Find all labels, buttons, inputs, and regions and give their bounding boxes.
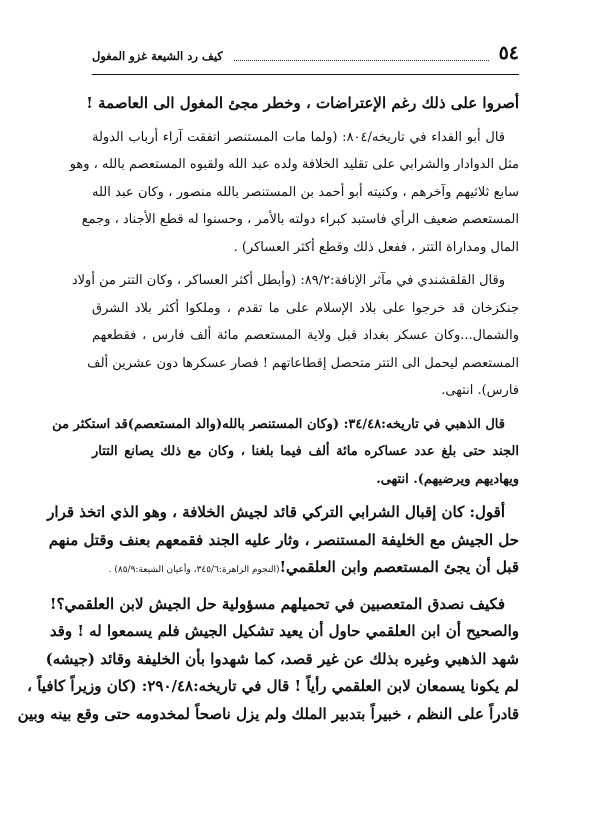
paragraph-dhahabi-quote [52,411,519,494]
text-line: قادراً على النظم ، خبيراً بتدبير الملك ولم يزل ناصحاً لمخدومه حتى وقع بينه وبين [17,704,519,723]
paragraph-conclusion [17,591,519,729]
paragraph-abulfida-quote [69,124,519,262]
paragraph-intro [86,90,519,118]
text-line: المستعصم ليحمل الى التتر متحصل إقطاعاتهم ! فصار عسكرها دون عشرين ألف [87,355,519,371]
text-line: قال الذهبي في تاريخه:٣٤/٤٨: (وكان المستنصر بالله(والد المستعصم)قد استكثر من [52,416,505,432]
text-line: شهد الذهبي وغيره بذلك عن غير قصد، كما شهدوا بأن الخليفة وقائد (جيشه) [45,649,519,668]
header-dotted-leader [234,60,489,61]
page-body [17,90,519,734]
text-line: أصروا على ذلك رغم الإعتراضات ، وخطر مجئ المغول الى العاصمة ! [86,94,519,112]
page-number: ٥٤ [498,42,519,64]
text-line: وقال القلقشندي في مآثر الإنافة:٨٩/٢: (وأبطل أكثر العساكر ، وكان التتر من أولاد [71,273,505,288]
text-line: المال ومداراة التتر ، ففعل ذلك وقطع أكثر العساكر) . [233,239,519,255]
text-line: لم يكونا يسمعان لابن العلقمي رأياً ! قال في تاريخه:٢٩٠/٤٨: (كان وزيراً كافياً ، [27,677,519,695]
running-title: كيف رد الشيعة غزو المغول [92,49,223,63]
text-line: المستعصم ضعيف الرأي فاستبد كبراء دولته بالأمر ، وحسنوا له قطع الأجناد ، وجمع [81,212,519,227]
text-line: ويهاديهم ويرضيهم). انتهى. [376,471,519,487]
page-header [92,44,519,72]
paragraph-author-comment [47,499,519,585]
header-rule [92,74,519,75]
text-line: جنكزخان قد خرجوا على بلاد الإسلام على ما تقدم ، وملكوا أكثر بلاد الشرق [92,300,519,316]
text-line: فكيف نصدق المتعصبين في تحميلهم مسؤولية حل الجيش لابن العلقمي؟! [49,594,505,613]
paragraph-qalqashandi-quote [71,267,519,405]
text-line: سابع ثلاثيهم وآخرهم ، وكنيته أبو أحمد بن المستنصر بالله منصور ، وكان عبد الله [92,184,519,200]
text-line: مثل الدوادار والشرابي على تقليد الخلافة ولده عبد الله ولقبوه المستعصم بالله ، وهو [69,157,519,172]
text-line: والصحيح أن ابن العلقمي حاول أن يعيد تشكيل الجيش فلم يسمعوا له ! وقد [49,622,519,640]
text-line: قال أبو الفداء في تاريخه/٨٠٤: (ولما مات المستنصر اتفقت آراء أرباب الدولة [92,129,506,145]
text-line: الجند حتى بلغ عدد عساكره مائة ألف فيما بلغنا ، وكان مع ذلك يصانع التتار [92,444,519,459]
text-segment: قبل أن يجئ المستعصم وابن العلقمي! [279,558,519,576]
text-line: والشمال...وكان عسكر بغداد قبل ولاية المستعصم مائة ألف فارس ، فقطعهم [92,328,519,343]
text-line [92,554,519,585]
text-line: أقول: كان إقبال الشرابي التركي قائد لجيش الخلافة ، وهو الذي اتخذ قرار [47,503,505,521]
inline-citation: (النجوم الزاهرة:٣٤٥/٦، وأعيان الشيعة:٨٥/٩) . [108,565,280,575]
text-line: فارس). انتهى. [441,383,519,398]
text-line: حل الجيش مع الخليفة المستنصر ، وثار عليه الجند فقمعهم بعنف وقتل منهم [48,530,519,549]
